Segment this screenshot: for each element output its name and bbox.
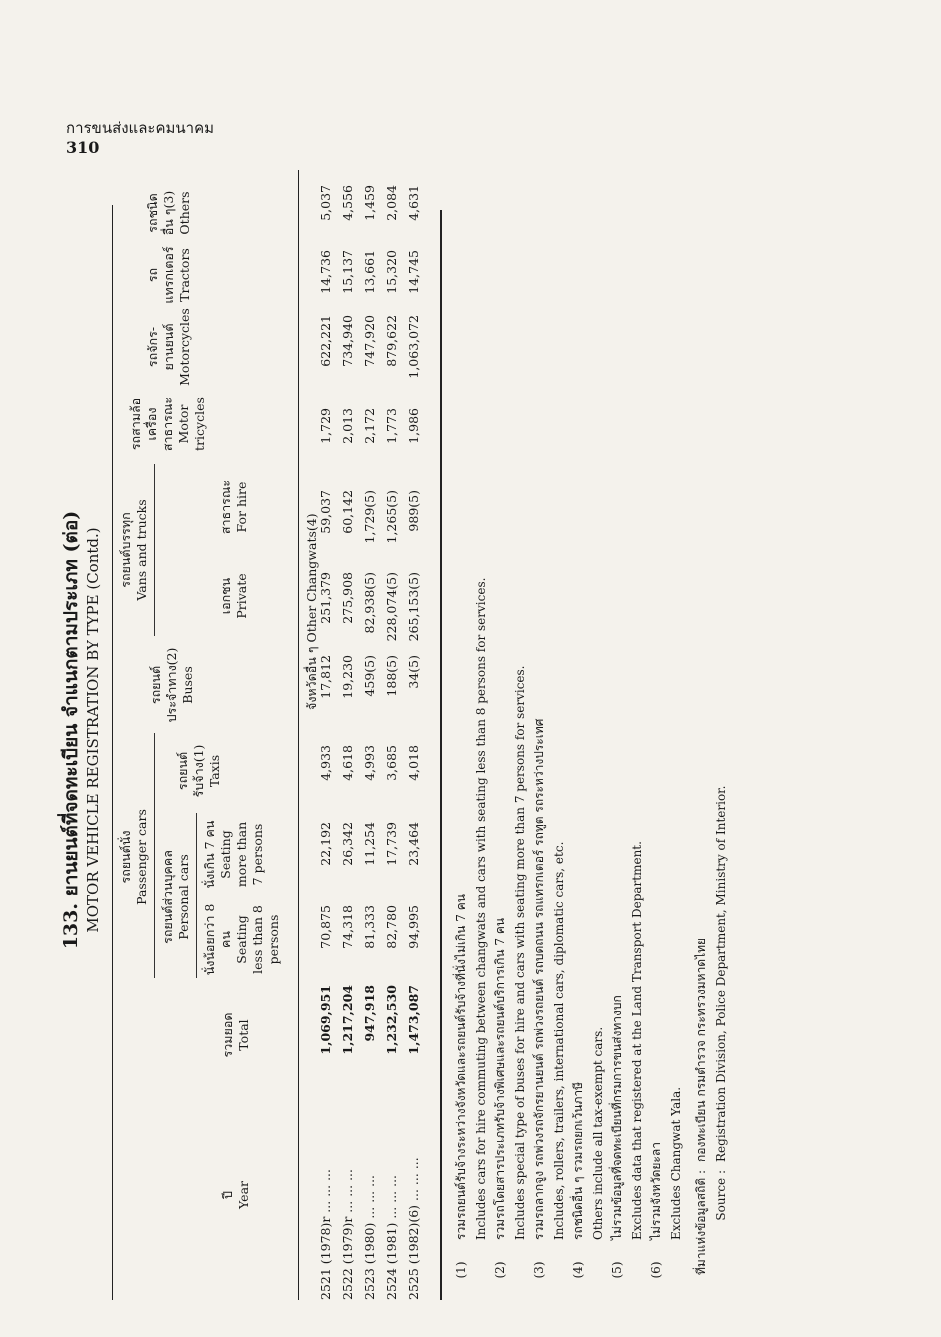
cell-total: 947,918 [362, 985, 377, 1042]
footnote-thai: (5) ไม่รวมข้อมูลที่จดทะเบียนที่กรมการขนส่งทางบก [610, 995, 624, 1279]
header-motorcycles: รถจักร- ยานยนต์ Motorcycles [145, 308, 192, 386]
page-number: 310 [66, 138, 100, 157]
cell-private: 265,153(5) [406, 572, 421, 642]
cell-bus: 34(5) [406, 655, 421, 689]
cell-moto: 1,063,072 [406, 315, 421, 379]
table-title-english: MOTOR VEHICLE REGISTRATION BY TYPE (Contd.) [84, 527, 102, 933]
header-total: รวมยอด Total [220, 1012, 251, 1058]
cell-gt7: 17,739 [384, 822, 399, 866]
footnote-english: Includes special type of buses for hire and cars with seating more than 7 persons for services. [512, 665, 527, 1240]
cell-tricycle: 1,773 [384, 408, 399, 444]
footnote-thai: (6) ไม่รวมจังหวัดยะลา [649, 1142, 663, 1279]
cell-tractor: 15,320 [384, 250, 399, 294]
footnote-thai: (4) รถชนิดอื่น ๆ รวมรถยกเว้นภาษี [571, 1081, 585, 1279]
row-year: 2523 (1980) ... ... ... [362, 1174, 377, 1300]
cell-taxi: 4,618 [340, 745, 355, 781]
header-for-hire: สาธารณะ For hire [218, 479, 249, 535]
cell-private: 251,379 [318, 572, 333, 624]
cell-moto: 734,940 [340, 315, 355, 367]
cell-tractor: 15,137 [340, 250, 355, 294]
header-others: รถชนิด อื่น ๆ(3) Others [145, 190, 192, 236]
cell-taxi: 4,933 [318, 745, 333, 781]
table-title-thai: 133. ยานยนต์ที่จดทะเบียน จำแนกตามประเภท (ต่อ) [60, 510, 82, 950]
vans-underline [154, 464, 155, 636]
cell-bus: 459(5) [362, 655, 377, 697]
header-tractors: รถ แทรกเตอร์ Tractors [145, 246, 192, 304]
cell-lt8: 82,780 [384, 905, 399, 949]
cell-forhire: 1,265(5) [384, 490, 399, 544]
cell-lt8: 81,333 [362, 905, 377, 949]
table-bottom-rule [440, 210, 444, 1300]
row-year: 2521 (1978)r ... ... ... [318, 1168, 333, 1300]
header-taxis: รถยนต์ รับจ้าง(1) Taxis [175, 744, 222, 798]
personal-underline [196, 813, 197, 978]
other-changwats-label: จังหวัดอื่น ๆ Other Changwats(4) [304, 513, 319, 710]
header-motor-tricycles: รถสามล้อ เครื่อง สาธารณะ Motor tricycles [128, 396, 207, 452]
header-seating-less-than-8: นั่งน้อยกว่า 8 คน Seating less than 8 persons [202, 903, 281, 976]
cell-taxi: 3,685 [384, 745, 399, 781]
cell-gt7: 11,254 [362, 822, 377, 866]
cell-tractor: 14,736 [318, 250, 333, 294]
cell-moto: 879,622 [384, 315, 399, 367]
footnote-english: Excludes Changwat Yala. [668, 1086, 683, 1240]
cell-tricycle: 1,986 [406, 408, 421, 444]
footnote-thai: (1) รวมรถยนต์รับจ้างระหว่างจังหวัดและรถยนต์รับจ้างที่นั่งไม่เกิน 7 คน [454, 894, 468, 1279]
header-passenger-cars: รถยนต์นั่ง Passenger cars [118, 809, 149, 905]
cell-private: 228,074(5) [384, 572, 399, 642]
header-buses: รถยนต์ ประจำทาง(2) Buses [148, 647, 195, 723]
cell-lt8: 94,995 [406, 905, 421, 949]
footnote-english: Includes cars for hire commuting between changwats and cars with seating less than 8 persons for services. [473, 577, 488, 1240]
footnote-english: Excludes data that registered at the Land Transport Department. [629, 841, 644, 1240]
cell-taxi: 4,993 [362, 745, 377, 781]
source-thai: ที่มาแห่งข้อมูลสถิติ : กองทะเบียน กรมตำรวจ กระทรวงมหาดไทย [694, 937, 708, 1275]
header-private: เอกชน Private [218, 573, 249, 619]
cell-others: 5,037 [318, 185, 333, 221]
cell-gt7: 22,192 [318, 822, 333, 866]
cell-tractor: 14,745 [406, 250, 421, 294]
cell-forhire: 60,142 [340, 490, 355, 534]
cell-bus: 188(5) [384, 655, 399, 697]
rotated-table-block [50, 170, 920, 1300]
cell-tricycle: 2,013 [340, 408, 355, 444]
cell-others: 4,556 [340, 185, 355, 221]
footnote-english: Others include all tax-exempt cars. [590, 1026, 605, 1240]
cell-taxi: 4,018 [406, 745, 421, 781]
top-rule [112, 205, 113, 1300]
cell-gt7: 26,342 [340, 822, 355, 866]
cell-total: 1,473,087 [406, 985, 421, 1055]
header-seating-more-than-7: นั่งเกิน 7 คน Seating more than 7 persons [202, 820, 265, 889]
footnote-thai: (2) รวมรถโดยสารประเภทรับจ้างพิเศษและรถยนต์บริการเกิน 7 คน [493, 917, 507, 1279]
cell-bus: 17,812 [318, 655, 333, 699]
row-year: 2524 (1981) ... ... ... [384, 1174, 399, 1300]
cell-others: 1,459 [362, 185, 377, 221]
cell-others: 2,084 [384, 185, 399, 221]
cell-total: 1,217,204 [340, 985, 355, 1055]
cell-lt8: 70,875 [318, 905, 333, 949]
section-title: การขนส่งและคมนาคม [66, 119, 214, 137]
row-year: 2525 (1982)(6) ... ... ... [406, 1157, 421, 1300]
cell-total: 1,069,951 [318, 985, 333, 1055]
cell-forhire: 989(5) [406, 490, 421, 532]
cell-gt7: 23,464 [406, 822, 421, 866]
page-header [66, 118, 214, 158]
cell-forhire: 1,729(5) [362, 490, 377, 544]
cell-private: 82,938(5) [362, 572, 377, 634]
cell-bus: 19,230 [340, 655, 355, 699]
cell-forhire: 59,037 [318, 490, 333, 534]
passenger-underline [154, 733, 155, 978]
header-bottom-rule [298, 170, 299, 1300]
cell-moto: 622,221 [318, 315, 333, 367]
cell-private: 275,908 [340, 572, 355, 624]
cell-moto: 747,920 [362, 315, 377, 367]
footnote-english: Includes, rollers, trailers, international cars, diplomatic cars, etc. [551, 841, 566, 1240]
header-year: ปี Year [220, 1181, 251, 1209]
cell-tricycle: 2,172 [362, 408, 377, 444]
row-year: 2522 (1979)r ... ... ... [340, 1168, 355, 1300]
cell-others: 4,631 [406, 185, 421, 221]
footnote-thai: (3) รวมรถลากจูง รถพ่วงรถจักรยานยนต์ รถพ่วงรถยนต์ รถบดถนน รถแทรกเตอร์ รถทูต รถระหว่างประเทศ [532, 718, 546, 1279]
source-english: Source : Registration Division, Police Department, Ministry of Interior. [713, 785, 728, 1221]
cell-total: 1,232,530 [384, 985, 399, 1055]
cell-tractor: 13,661 [362, 250, 377, 294]
footnotes [452, 180, 731, 1300]
header-personal-cars: รถยนต์ส่วนบุคคล Personal cars [160, 850, 191, 944]
cell-tricycle: 1,729 [318, 408, 333, 444]
header-vans-trucks: รถยนต์บรรทุก Vans and trucks [118, 499, 149, 601]
cell-lt8: 74,318 [340, 905, 355, 949]
